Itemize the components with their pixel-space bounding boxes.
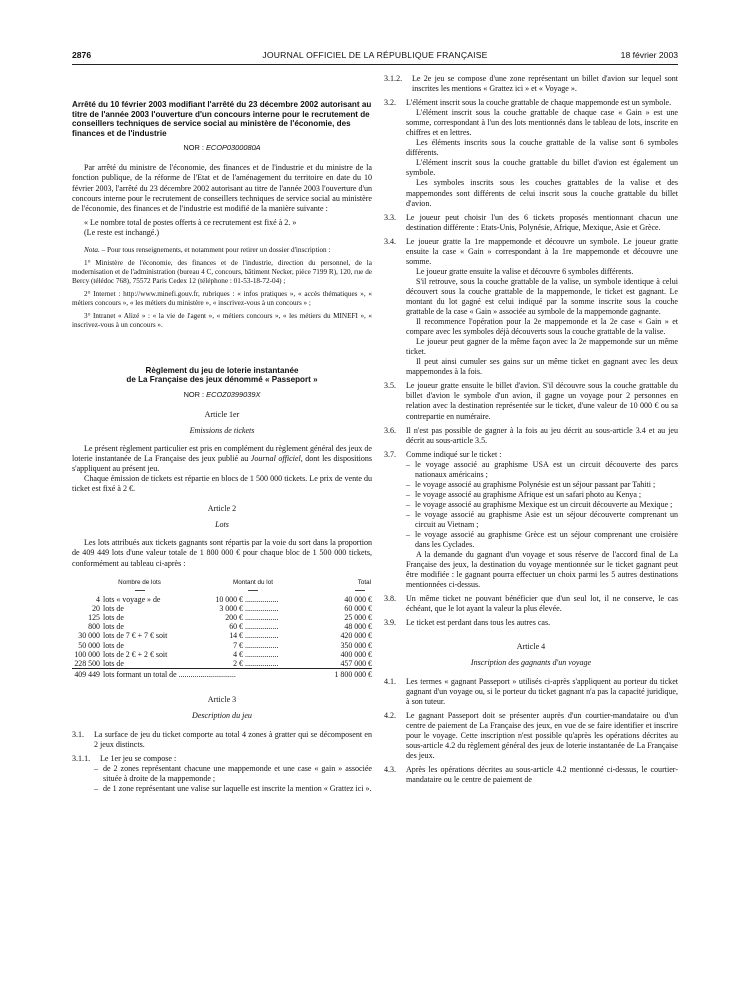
reglement-title	[72, 366, 372, 385]
article-2-subtitle: Lots	[215, 520, 229, 530]
table-row	[72, 650, 372, 659]
lot-amount: 4 € .................	[233, 649, 279, 659]
subarticle-3-1: 3.1. La surface de jeu du ticket comporte au total 4 zones à gratter qui se décomposent en 2 jeux distincts.	[72, 729, 372, 749]
subarticle-3-4: 3.4. Le joueur gratte la 1re mappemonde et découvre un symbole. Le joueur gratte ensuite la case « Gain » correspondant à la 1re mappemonde et découvre une somme.	[384, 236, 678, 266]
article-1-paragraph-2: Chaque émission de tickets est répartie en blocs de 1 500 000 tickets. Le prix de vente du ticket est fixé à 2 €.	[72, 474, 372, 494]
lot-description: lots de	[103, 613, 124, 622]
left-column	[72, 74, 372, 794]
lot-description: lots de 7 € + 7 € soit	[103, 631, 168, 641]
lot-total: 400 000 €	[340, 649, 372, 659]
lot-total: 25 000 €	[344, 613, 372, 622]
lot-count: 100 000	[74, 649, 100, 659]
article-1-paragraph-1	[72, 444, 372, 474]
lot-count: 800	[88, 622, 100, 632]
list-item: – de 2 zones représentant chacune une mappemonde et une case « gain » associée située à droite de la mappemonde ;	[94, 763, 372, 783]
table-row	[72, 622, 372, 631]
paragraph: A la demande du gagnant d'un voyage et sous réserve de l'accord final de La Française des jeux, la destination du voyage mentionnée sur le ticket gagnant peut être modifiée : le gagnant pourra effectuer un choix parmi les 5 autres destinations mentionnées ci-dessus.	[406, 550, 678, 590]
lots-table	[72, 577, 372, 680]
subarticle-3-4-body	[384, 267, 678, 378]
text-part: , dont les dispositions s'appliquent au présent jeu.	[72, 454, 373, 474]
nota-item-3: 3° Intranet « Alizé » : « la vie de l'agent », « métiers concours », « les métiers du MINEFI », « inscrivez-vous à un concours ».	[72, 311, 372, 329]
lot-total: 48 000 €	[344, 622, 372, 632]
lot-count: 125	[88, 613, 100, 622]
lot-amount: 2 € .................	[233, 659, 279, 669]
subarticle-4-3: 4.3. Après les opérations décrites au sous-article 4.2 mentionné ci-dessus, le courtier-mandataire ou le centre de paiement de	[384, 764, 678, 784]
table-row	[72, 659, 372, 669]
article-2-paragraph: Les lots attribués aux tickets gagnants sont répartis par la voie du sort dans la proportion de 409 449 lots d'une valeur totale de 1 800 000 € pour chaque bloc de 1 500 000 tickets, conformément au tableau ci-après :	[72, 538, 372, 568]
article-4-subtitle: Inscription des gagnants d'un voyage	[470, 658, 592, 668]
paragraph: Les symboles inscrits sous les couches grattables de la valise et des mappemondes sont différents de celui inscrit sous la couche grattable du billet d'avion.	[406, 178, 678, 208]
list-item: – le voyage associé au graphisme Asie est un séjour découverte comprenant un circuit au Vietnam ;	[406, 509, 678, 529]
lot-description: lots de	[103, 603, 124, 613]
lot-amount: 60 € .................	[229, 622, 279, 632]
arrete-unchanged: (Le reste est inchangé.)	[84, 227, 160, 237]
table-row	[72, 631, 372, 640]
paragraph: Le joueur gratte ensuite la valise et découvre 6 symboles différents.	[416, 266, 634, 276]
text-part: Le présent règlement particulier est pris en complément du règlement général des jeux de loterie instantanée de La Française des jeux publié au	[72, 444, 372, 464]
subarticle-4-2: 4.2. Le gagnant Passeport doit se présenter auprès d'un courtier-mandataire ou d'un centre de paiement de La Française des jeux, en vue de se faire identifier et inscrire pour le voyage. Cette inscription n'est possible qu'après les opérations décrites au sous-article 4.2 du règlement général des jeux de loterie instantanée de La Française des jeux.	[384, 710, 678, 760]
lot-count: 20	[92, 603, 100, 613]
lot-count: 4	[96, 594, 100, 604]
journal-officiel-italic: Journal officiel	[250, 454, 301, 464]
lot-total: 40 000 €	[344, 594, 372, 604]
arrete-paragraph: Par arrêté du ministre de l'économie, des finances et de l'industrie et du ministre de la fonction publique, de la réforme de l'Etat et de l'aménagement du territoire en date du 10 février 2003, l'arrêté du 23 décembre 2002 autorisant au titre de l'année 2003 l'ouverture d'un concours interne pour le recrutement de conseillers techniques de service social au ministère de l'économie, des finances et de l'industrie est modifié de la manière suivante :	[72, 163, 372, 213]
list-item: – le voyage associé au graphisme Grèce est un séjour comprenant une croisière dans les Cyclades.	[406, 530, 678, 550]
journal-title: JOURNAL OFFICIEL DE LA RÉPUBLIQUE FRANÇAISE	[262, 50, 488, 60]
arrete-title: Arrêté du 10 février 2003 modifiant l'arrêté du 23 décembre 2002 autorisant au titre de l'année 2003 l'ouverture d'un concours interne pour le recrutement de conseillers techniques de service social au ministère de l'économie, des finances et de l'industrie	[72, 100, 372, 138]
issue-date: 18 février 2003	[620, 50, 678, 60]
lot-count: 50 000	[78, 640, 100, 650]
nota-item-2: 2° Internet : http://www.minefi.gouv.fr, rubriques : « infos pratiques », « accès thématiques », « métiers concours », « les métiers du ministère », « inscrivez-vous à un concours » ;	[72, 289, 372, 307]
lot-total: 457 000 €	[340, 659, 372, 669]
table-row	[72, 595, 372, 604]
article-4-heading: Article 4	[516, 642, 546, 652]
subarticle-4-1: 4.1. Les termes « gagnant Passeport » utilisés ci-après s'appliquent au porteur du ticket gagnant d'un voyage ou, si le porteur du ticket gagnant n'a pas la capacité juridique, à son tuteur.	[384, 676, 678, 706]
nota-text: – Pour tous renseignements, et notamment pour retirer un dossier d'inscription :	[99, 245, 331, 254]
lot-total: 350 000 €	[340, 640, 372, 650]
table-total-row	[72, 669, 372, 680]
col-header-montant: Montant du lot	[207, 577, 299, 595]
lot-count: 228 500	[74, 659, 100, 669]
article-1-subtitle: Emissions de tickets	[189, 426, 255, 436]
paragraph: Le joueur peut gagner de la même façon avec la 2e mappemonde sur un même ticket.	[406, 337, 678, 357]
arrete-quote: « Le nombre total de postes offerts à ce recrutement est fixé à 2. »	[84, 217, 297, 227]
lot-amount: 200 € .................	[225, 613, 279, 622]
total-description: lots formant un total de .............................	[103, 669, 299, 680]
reglement-nor	[72, 390, 372, 400]
article-3-subtitle: Description du jeu	[192, 711, 252, 721]
lot-description: lots de	[103, 622, 124, 632]
lot-description: lots de 2 € + 2 € soit	[103, 649, 168, 659]
subarticle-3-3: 3.3. Le joueur peut choisir l'un des 6 tickets proposés mentionnant chacun une destination différente : Etats-Unis, Polynésie, Afrique, Mexique, Asie et Grèce.	[384, 212, 678, 232]
running-header	[72, 50, 678, 64]
nota-label: Nota.	[84, 245, 100, 254]
destination-list	[384, 460, 678, 550]
right-column	[384, 74, 678, 785]
paragraph: S'il retrouve, sous la couche grattable de la valise, un symbole identique à celui découvert sous la couche grattable de la mappemonde, le ticket est gagnant. Le montant du lot gagné est celui indiqué par la somme inscrite sous la couche grattable de la case « Gain » associée au symbole de la mappemonde gagnante.	[406, 276, 678, 317]
nota-item-1: 1° Ministère de l'économie, des finances et de l'industrie, direction du personnel, de la modernisation et de l'administration (bureau 4 C, concours, bâtiment Necker, pièce 7199 R), 120, rue de Bercy (télédoc 768), 75572 Paris Cedex 12 (téléphone : 01-53-18-72-04) ;	[72, 258, 372, 285]
lot-amount: 3 000 € .................	[219, 603, 279, 613]
reglement-title-line-1: Règlement du jeu de loterie instantanée	[145, 365, 299, 375]
lot-description: lots de	[103, 640, 124, 650]
list-item: – de 1 zone représentant une valise sur laquelle est inscrite la mention « Grattez ici ».	[94, 783, 372, 793]
nor-label: NOR :	[183, 143, 204, 153]
nor-code: ECOP0300080A	[205, 143, 261, 153]
nor-label: NOR :	[183, 389, 205, 399]
list-item: – le voyage associé au graphisme Polynésie est un séjour passant par Tahiti ;	[406, 479, 656, 489]
table-row	[72, 604, 372, 613]
header-rule	[72, 64, 678, 65]
reglement-title-line-2: de La Française des jeux dénommé « Passeport »	[126, 375, 318, 385]
paragraph: L'élément inscrit sous la couche grattable de chaque case « Gain » est une somme, correspondant à l'un des lots mentionnés dans le tableau de lots, inscrite en chiffres et en lettres.	[406, 108, 678, 138]
lot-description: lots « voyage » de	[103, 594, 161, 604]
subarticle-3-8: 3.8. Un même ticket ne pouvant bénéficier que d'un seul lot, il ne conserve, le cas échéant, que le lot ayant la valeur la plus élevée.	[384, 594, 678, 614]
article-2-heading: Article 2	[207, 504, 237, 514]
nor-code: ECOZ0399039X	[206, 389, 261, 399]
lot-count: 30 000	[78, 631, 100, 641]
paragraph: Il peut ainsi cumuler ses gains sur un même ticket en gagnant avec les deux mappemondes à la fois.	[406, 357, 678, 377]
table-row	[72, 613, 372, 622]
article-3-heading: Article 3	[207, 695, 237, 705]
article-1-heading: Article 1er	[204, 409, 240, 419]
lot-amount: 7 € .................	[233, 640, 279, 650]
col-header-nombre: Nombre de lots	[72, 577, 207, 595]
lot-description: lots de	[103, 659, 124, 669]
subarticle-3-6: 3.6. Il n'est pas possible de gagner à la fois au jeu décrit au sous-article 3.4 et au jeu décrit au sous-article 3.5.	[384, 425, 678, 445]
list-item: – le voyage associé au graphisme Mexique est un circuit découverte au Mexique ;	[406, 499, 673, 509]
subarticle-3-1-1: 3.1.1. Le 1er jeu se compose :	[72, 753, 177, 763]
arrete-nor	[72, 143, 372, 153]
col-header-total: Total	[299, 577, 372, 595]
subarticle-3-9: 3.9. Le ticket est perdant dans tous les autres cas.	[384, 618, 551, 628]
subarticle-3-2: 3.2. L'élément inscrit sous la couche grattable de chaque mappemonde est un symbole.	[384, 98, 672, 108]
total-count: 409 449	[72, 669, 103, 680]
grand-total: 1 800 000 €	[299, 669, 372, 680]
subarticle-3-7: 3.7. Comme indiqué sur le ticket :	[384, 449, 502, 459]
lot-amount: 10 000 € .................	[215, 594, 279, 604]
subarticle-3-2-body	[384, 108, 678, 208]
nota	[72, 246, 372, 255]
list-item: – le voyage associé au graphisme USA est un circuit découverte des parcs nationaux américains ;	[406, 459, 678, 479]
subarticle-3-7-body	[384, 550, 678, 590]
table-row	[72, 641, 372, 650]
paragraph: Les éléments inscrits sous la couche grattable de la valise sont 6 symboles différents.	[406, 138, 678, 158]
list-item: – le voyage associé au graphisme Afrique est un safari photo au Kenya ;	[406, 489, 642, 499]
lot-total: 60 000 €	[344, 603, 372, 613]
lot-amount: 14 € .................	[229, 631, 279, 641]
lot-total: 420 000 €	[340, 631, 372, 641]
paragraph: Il recommence l'opération pour la 2e mappemonde et la 2e case « Gain » et compare avec les symboles déjà découverts sous la couche grattable de la valise.	[406, 317, 678, 337]
subarticle-3-1-2: 3.1.2. Le 2e jeu se compose d'une zone représentant un billet d'avion sur lequel sont inscrites les mentions « Grattez ici » et « Voyage ».	[384, 74, 678, 94]
subarticle-3-5: 3.5. Le joueur gratte ensuite le billet d'avion. S'il découvre sous la couche grattable du billet d'avion le symbole d'un avion, il gagne un voyage pour 2 personnes en relation avec la destination représentée sur le ticket, d'une valeur de 10 000 € ou sa contrepartie en numéraire.	[384, 381, 678, 421]
paragraph: L'élément inscrit sous la couche grattable du billet d'avion est également un symbole.	[406, 158, 678, 178]
page-number: 2876	[72, 50, 92, 60]
